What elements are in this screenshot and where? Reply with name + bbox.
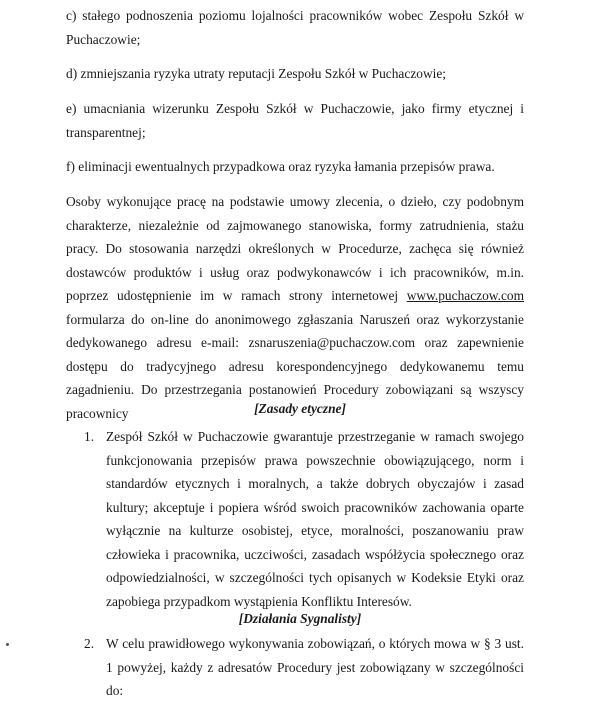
item-number: 2. xyxy=(84,636,95,651)
body-paragraph-part2: formularza do on-line do anonimowego zgłaszania Naruszeń oraz wykorzystanie dedykowanego adresu e-mail: zsnaruszenia@puchaczow.com oraz zapewnienie dostępu do tradycyjnego adresu korespondencyjnego dedykowanemu temu zagadnieniu. Do przestrzegania postanowień Procedury zobowiązani są wszyscy pracownicy xyxy=(66,311,524,421)
section-heading-ethics: [Zasady etyczne] xyxy=(254,401,346,416)
bullet-dot-mark xyxy=(6,643,9,646)
item-number: 1. xyxy=(84,429,95,444)
list-item-f: f) eliminacji ewentualnych przypadkowa oraz ryzyka łamania przepisów prawa. xyxy=(66,159,495,174)
website-link[interactable]: www.puchaczow.com xyxy=(406,288,524,303)
list-item-d: d) zmniejszania ryzyka utraty reputacji Zespołu Szkół w Puchaczowie; xyxy=(66,66,447,81)
numbered-item-1 xyxy=(84,425,524,613)
item-text: W celu prawidłowego wykonywania zobowiązań, o których mowa w § 3 ust. 1 powyżej, każdy z adresatów Procedury jest zobowiązany w szczególności do: xyxy=(106,636,524,698)
list-item-e: e) umacniania wizerunku Zespołu Szkół w Puchaczowie, jako firmy etycznej i transparentnej; xyxy=(66,101,524,140)
section-heading-whistleblower: [Działania Sygnalisty] xyxy=(238,611,362,626)
body-paragraph xyxy=(66,190,524,425)
item-text: Zespół Szkół w Puchaczowie gwarantuje przestrzeganie w ramach swojego funkcjonowania przepisów prawa powszechnie obowiązującego, norm i standardów etycznych i moralnych, a także dobrych obyczajów i zasad kultury; akceptuje i popiera wśród swoich pracowników zachowania oparte wyłącznie na kulturze osobistej, etyce, moralności, poszanowaniu praw człowieka i pracownika, uczciwości, zasadach współżycia społecznego oraz odpowiedzialności, w szczególności tych opisanych w Kodeksie Etyki oraz zapobiega przypadkom wystąpienia Konfliktu Interesów. xyxy=(106,429,524,609)
list-item-c: c) stałego podnoszenia poziomu lojalności pracowników wobec Zespołu Szkół w Puchaczowie; xyxy=(66,8,524,47)
body-paragraph-part1: Osoby wykonujące pracę na podstawie umowy zlecenia, o dzieło, czy podobnym charakterze, niezależnie od zajmowanego stanowiska, formy zatrudnienia, stażu pracy. Do stosowania narzędzi określonych w Procedurze, zachęca się również dostawców produktów i usług oraz podwykonawców i ich pracowników, m.in. poprzez udostępnienie im w ramach strony internetowej xyxy=(66,194,524,303)
